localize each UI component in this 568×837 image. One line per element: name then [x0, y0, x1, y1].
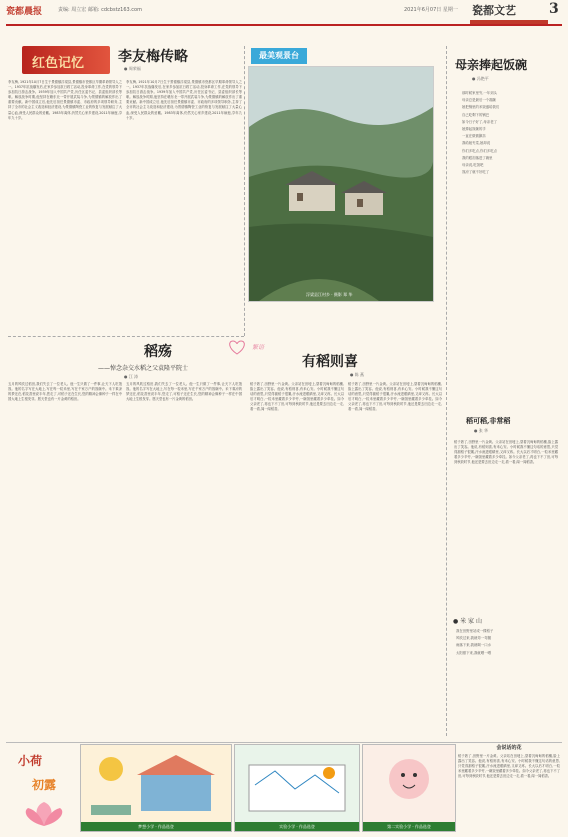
article-lxm-col1: 李友梅, 1921年10月7日生于景德镇浮梁县,景德镇市瓷都区早期革命领导人之一。1937年抗战爆发后,在家乡参加抗日救亡活动,投身革命工作,在党的领导下参加抗日游击战争。1939年加入中国共产党,历任区委书记、县委组织部长等职。解放战争时期,他坚持在赣东北一带开展武装斗争,为景德镇的解放作出了重要贡献。新中国成立后,他先后担任景德镇市委、市政府的多项领导职务,主持了全市的社会主义改造和经济建设,为景德镇陶瓷工业的恢复与发展倾注了大量心血,深受人民群众的爱戴。1983年离休,仍然关心家乡建设,2011年病逝,享年九十岁。 — [8, 80, 122, 120]
art-piece-1 — [80, 744, 232, 832]
article-mjs-title: ● 米 家 山 — [453, 618, 482, 625]
art-caption-1: 梦想小学 · 作品选登 — [81, 822, 231, 831]
poem-line: 我的眼泪落进了碗里 — [462, 155, 493, 160]
poem-line: 她捧起饭碗的手 — [462, 127, 486, 132]
article-lxm-title: 李友梅传略 — [118, 49, 188, 65]
poem-line: 饭凉了就不好吃了 — [462, 170, 490, 175]
poem-line: 我在田野里站成一棵稻子 — [456, 629, 494, 633]
article-chen-body: 稻子熟了,田野里一片金黄。父亲站在田埂上,望着沉甸甸的稻穗,脸上露出了笑容。他说,有稻则喜,有米心安。小时候我不懂这句话的意思,只觉得割稻子很累,汗水流进眼睛里,又痒又疼。长大以后才明白,一粒米里藏着多少辛劳,一碗饭里藏着多少牵挂。如今父亲老了,再也下不了田,可每到秋收时节,他还是要去田边走一走,看一看,闻一闻稻香。 — [454, 440, 558, 465]
footer-title-1: 小荷 — [18, 754, 43, 768]
article-dl-author: ● 江 涛 — [124, 374, 139, 379]
article-ygz-col1: 稻子熟了,田野里一片金黄。父亲站在田埂上,望着沉甸甸的稻穗,脸上露出了笑容。他说,有稻则喜,有米心安。小时候我不懂这句话的意思,只觉得割稻子很累,汗水流进眼睛里,又痒又疼。长大以后才明白,一粒米里藏着多少辛劳,一碗饭里藏着多少牵挂。如今父亲老了,再也下不了田,可每到秋收时节,他还是要去田边走一走,看一看,闻一闻稻香。 — [250, 382, 344, 412]
section-rule — [8, 336, 244, 337]
section-title: 瓷都文艺 — [472, 4, 516, 17]
article-chen-author: ● 张 华 — [474, 428, 489, 433]
article-lxm-col2: 李友梅, 1921年10月7日生于景德镇浮梁县,景德镇市瓷都区早期革命领导人之一。1937年抗战爆发后,在家乡参加抗日救亡活动,投身革命工作,在党的领导下参加抗日游击战争。1939年加入中国共产党,历任区委书记、县委组织部长等职。解放战争时期,他坚持在赣东北一带开展武装斗争,为景德镇的解放作出了重要贡献。新中国成立后,他先后担任景德镇市委、市政府的多项领导职务,主持了全市的社会主义改造和经济建设,为景德镇陶瓷工业的恢复与发展倾注了大量心血,深受人民群众的爱戴。1983年离休,仍然关心家乡建设,2011年病逝,享年九十岁。 — [126, 80, 242, 120]
children-art-band — [6, 742, 562, 832]
article-ygz-title: 有稻则喜 — [302, 354, 358, 370]
children-drawing-2 — [235, 745, 359, 831]
children-drawing-1 — [81, 745, 231, 831]
article-ygz-col2: 稻子熟了,田野里一片金黄。父亲站在田埂上,望着沉甸甸的稻穗,脸上露出了笑容。他说,有稻则喜,有米心安。小时候我不懂这句话的意思,只觉得割稻子很累,汗水流进眼睛里,又痒又疼。长大以后才明白,一粒米里藏着多少辛劳,一碗饭里藏着多少牵挂。如今父亲老了,再也下不了田,可每到秋收时节,他还是要去田边走一走,看一看,闻一闻稻香。 — [348, 382, 442, 412]
poem-line: 那时候家里穷,一年到头 — [462, 91, 497, 95]
lotus-icon — [14, 798, 74, 828]
right-column-divider — [446, 46, 447, 736]
art-caption-2: 实验小学 · 作品选登 — [235, 822, 359, 831]
heart-ornament-icon — [226, 338, 248, 356]
issue-date: 2021年6月07日 星期一 — [404, 7, 458, 13]
page-number: 3 — [549, 1, 559, 17]
art-caption-3: 第二实验小学 · 作品选登 — [363, 822, 455, 831]
article-chen-title: 稻可稻,非常稻 — [466, 416, 511, 425]
footer-title-2: 初露 — [32, 778, 57, 792]
red-memory-label: 红色记忆 — [32, 56, 85, 71]
poem-line: 风吹过来,我就弯一弯腰 — [456, 636, 491, 641]
footer-story-title: 会说话的花 — [496, 745, 522, 751]
poem-line: 我给她夹菜,她却说 — [462, 141, 491, 146]
scenery-photo — [248, 66, 434, 302]
poem-line: 雨落下来,我就喝一口水 — [456, 643, 491, 648]
article-ygz-tag: 繁语 — [252, 344, 265, 351]
newspaper-name: 瓷都晨报 — [6, 7, 43, 17]
footer-story — [458, 744, 560, 830]
poem-line: 她把锅里的米饭盛给我们 — [462, 105, 500, 110]
children-drawing-3 — [363, 745, 455, 831]
art-piece-2 — [234, 744, 360, 832]
article-dl-subtitle: ——悼念杂交水稻之父袁隆平院士 — [98, 365, 189, 372]
poem-line: 母亲总是最后一个端碗 — [462, 98, 496, 103]
scenery-caption: 浮梁县江村乡 · 摄影 郑 华 — [306, 292, 353, 297]
art-piece-3 — [362, 744, 456, 832]
red-memory-banner — [22, 46, 110, 74]
poem-line: 如今日子好了,母亲老了 — [462, 119, 497, 124]
article-lxm-author: ● 周荣福 — [124, 66, 141, 71]
poem-line: 你们多吃点,你们多吃点 — [462, 148, 497, 153]
scenery-title: 最美观景台 — [251, 48, 307, 64]
footer-rule — [6, 742, 562, 743]
article-mq-author: ● 冯艳平 — [472, 76, 489, 81]
header-rule — [6, 24, 562, 26]
article-mjs-poem — [456, 628, 556, 657]
column-divider — [244, 46, 245, 336]
editor-meta: 责编: 周立宏 邮箱: cdcbstz163.com — [58, 7, 142, 13]
mountain-village-image — [249, 67, 433, 301]
article-dl-col1: 五月的风吹过稻田,我们失去了一位老人。他一生只做了一件事,让天下人吃饱饭。他的名字写在大地上,写在每一粒米里,写在千家万户的饭碗中。禾下乘凉的梦还在,稻花香里说丰年,您走了,可稻子还在生长,您的精神会像种子一样在中国大地上生根发芽。愿天堂也有一片金黄的稻田。 — [8, 382, 122, 402]
poem-line: 一直在微微颤抖 — [462, 134, 486, 139]
article-dl-title: 稻殇 — [144, 344, 172, 360]
poem-line: 太阳照下来,我就晒一晒 — [456, 650, 491, 655]
article-mq-poem — [462, 90, 558, 176]
poem-line: 自己吃剩下的锅巴 — [462, 112, 490, 117]
article-mq-title: 母亲捧起饭碗 — [455, 58, 528, 72]
article-dl-col2: 五月的风吹过稻田,我们失去了一位老人。他一生只做了一件事,让天下人吃饱饭。他的名字写在大地上,写在每一粒米里,写在千家万户的饭碗中。禾下乘凉的梦还在,稻花香里说丰年,您走了,可稻子还在生长,您的精神会像种子一样在中国大地上生根发芽。愿天堂也有一片金黄的稻田。 — [126, 382, 242, 402]
article-ygz-author: ● 陈 燕 — [350, 372, 365, 377]
footer-story-body: 稻子熟了,田野里一片金黄。父亲站在田埂上,望着沉甸甸的稻穗,脸上露出了笑容。他说,有稻则喜,有米心安。小时候我不懂这句话的意思,只觉得割稻子很累,汗水流进眼睛里,又痒又疼。长大以后才明白,一粒米里藏着多少辛劳,一碗饭里藏着多少牵挂。如今父亲老了,再也下不了田,可每到秋收时节,他还是要去田边走一走,看一看,闻一闻稻香。 — [458, 754, 560, 779]
poem-line: 母亲说,吃饭吧 — [462, 163, 484, 168]
